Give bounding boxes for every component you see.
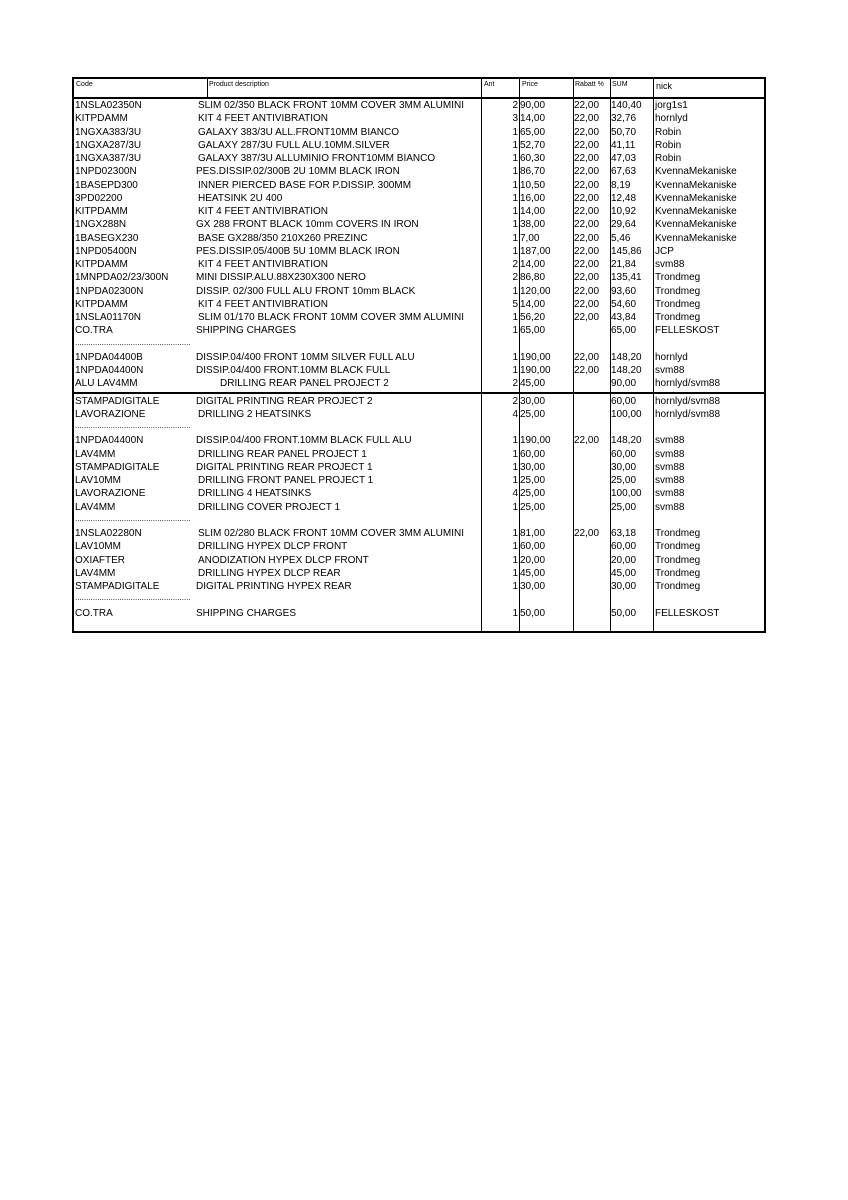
cell-description: PES.DISSIP.02/300B 2U 10MM BLACK IRON xyxy=(196,166,400,178)
cell-price: 56,20 xyxy=(520,312,546,323)
table-row xyxy=(74,554,764,567)
table-row xyxy=(74,448,764,461)
table-row xyxy=(74,501,764,514)
table-row xyxy=(74,540,764,553)
cell-sum: 30,00 xyxy=(611,461,637,473)
cell-description: HEATSINK 2U 400 xyxy=(198,192,283,204)
cell-code: 1NPDA04400N xyxy=(75,365,144,376)
cell-description: SHIPPING CHARGES xyxy=(196,607,297,619)
cell-description: ANODIZATION HYPEX DLCP FRONT xyxy=(198,554,369,566)
cell-code: 1NSLA01170N xyxy=(75,312,141,323)
cell-nick: Robin xyxy=(655,126,682,138)
cell-rabatt: 22,00 xyxy=(574,245,600,257)
cell-price: 30,00 xyxy=(520,395,546,407)
table-row xyxy=(74,607,764,620)
cell-nick: KvennaMekaniske xyxy=(655,206,737,217)
cell-nick: KvennaMekaniske xyxy=(655,232,737,244)
cell-code: STAMPADIGITALE xyxy=(75,461,160,473)
cell-description: SLIM 02/350 BLACK FRONT 10MM COVER 3MM ALUMINI xyxy=(198,100,465,111)
cell-price: 60,00 xyxy=(520,448,546,460)
cell-description: DRILLING REAR PANEL PROJECT 1 xyxy=(198,448,367,460)
cell-ant: 2 xyxy=(512,272,518,284)
cell-nick: Trondmeg xyxy=(655,298,701,310)
table-row xyxy=(74,112,764,125)
cell-code: KITPDAMM xyxy=(75,113,128,125)
cell-nick: KvennaMekaniske xyxy=(655,219,737,231)
cell-price: 25,00 xyxy=(520,408,546,420)
cell-ant: 1 xyxy=(512,554,518,566)
cell-sum: 29,64 xyxy=(611,219,637,231)
cell-ant: 1 xyxy=(512,501,518,513)
cell-sum: 20,00 xyxy=(611,554,637,566)
cell-code: 1NPDA04400N xyxy=(75,435,144,447)
cell-nick: hornlyd xyxy=(655,351,688,363)
cell-nick: svm88 xyxy=(655,435,685,447)
cell-sum: 148,20 xyxy=(611,435,642,447)
cell-price: 14,00 xyxy=(520,298,546,310)
table-row xyxy=(74,205,764,218)
cell-price: 52,70 xyxy=(520,139,546,151)
cell-ant: 1 xyxy=(512,325,518,337)
cell-nick: Trondmeg xyxy=(655,581,701,592)
table-row xyxy=(74,311,764,324)
cell-ant: 1 xyxy=(512,461,518,473)
cell-description: MINI DISSIP.ALU.88X230X300 NERO xyxy=(196,272,366,284)
cell-description: DIGITAL PRINTING REAR PROJECT 1 xyxy=(196,461,373,473)
cell-nick: hornlyd/svm88 xyxy=(655,378,721,390)
cell-price: 10,50 xyxy=(520,179,546,191)
cell-description: GALAXY 287/3U FULL ALU.10MM.SILVER xyxy=(198,139,390,151)
dotted-separator: .................................................... xyxy=(75,421,191,430)
cell-code: ALU LAV4MM xyxy=(75,378,138,390)
cell-code: 3PD02200 xyxy=(75,192,123,204)
cell-description: KIT 4 FEET ANTIVIBRATION xyxy=(198,206,329,217)
cell-code: 1BASEGX230 xyxy=(75,232,139,244)
cell-sum: 47,03 xyxy=(611,153,637,164)
cell-sum: 50,70 xyxy=(611,126,637,138)
cell-rabatt: 22,00 xyxy=(574,365,600,376)
cell-rabatt: 22,00 xyxy=(574,153,600,164)
cell-rabatt: 22,00 xyxy=(574,126,600,138)
cell-ant: 1 xyxy=(512,179,518,191)
cell-description: SLIM 02/280 BLACK FRONT 10MM COVER 3MM ALUMINI xyxy=(198,528,465,539)
table-row xyxy=(74,324,764,337)
cell-nick: Trondmeg xyxy=(655,272,701,284)
cell-price: 14,00 xyxy=(520,259,546,270)
cell-code: LAV10MM xyxy=(75,475,121,486)
cell-price: 20,00 xyxy=(520,554,546,566)
cell-price: 120,00 xyxy=(520,285,551,297)
cell-code: LAV4MM xyxy=(75,448,116,460)
cell-nick: FELLESKOST xyxy=(655,607,720,619)
table-row xyxy=(74,298,764,311)
section-divider xyxy=(74,392,764,394)
cell-code: 1NPDA02300N xyxy=(75,285,144,297)
header-ant: Ant xyxy=(484,81,495,88)
cell-ant: 1 xyxy=(512,312,518,323)
cell-sum: 12,48 xyxy=(611,192,637,204)
header-description: Product description xyxy=(209,81,269,88)
cell-description: KIT 4 FEET ANTIVIBRATION xyxy=(198,113,329,125)
cell-nick: svm88 xyxy=(655,448,685,460)
dotted-separator: .................................................... xyxy=(75,337,191,347)
cell-price: 38,00 xyxy=(520,219,546,231)
cell-rabatt: 22,00 xyxy=(574,139,600,151)
cell-ant: 1 xyxy=(512,153,518,164)
cell-code: CO.TRA xyxy=(75,325,113,337)
cell-sum: 60,00 xyxy=(611,395,637,407)
table-row xyxy=(74,139,764,152)
cell-sum: 43,84 xyxy=(611,312,637,323)
cell-nick: svm88 xyxy=(655,461,685,473)
table-row xyxy=(74,408,764,421)
cell-ant: 3 xyxy=(512,113,518,125)
cell-rabatt: 22,00 xyxy=(574,166,600,178)
cell-sum: 100,00 xyxy=(611,408,642,420)
cell-code: 1NSLA02280N xyxy=(75,528,142,539)
cell-description: DRILLING HYPEX DLCP REAR xyxy=(198,567,341,579)
cell-price: 30,00 xyxy=(520,581,546,592)
cell-nick: hornlyd xyxy=(655,113,688,125)
cell-description: INNER PIERCED BASE FOR P.DISSIP. 300MM xyxy=(198,179,412,191)
table-row xyxy=(74,258,764,271)
table-row xyxy=(74,126,764,139)
table-row xyxy=(74,434,764,447)
cell-ant: 1 xyxy=(512,232,518,244)
cell-sum: 25,00 xyxy=(611,501,637,513)
cell-price: 65,00 xyxy=(520,126,546,138)
cell-ant: 1 xyxy=(512,245,518,257)
cell-price: 81,00 xyxy=(520,528,546,539)
cell-rabatt: 22,00 xyxy=(574,351,600,363)
cell-nick: svm88 xyxy=(655,501,685,513)
cell-rabatt: 22,00 xyxy=(574,232,600,244)
cell-sum: 148,20 xyxy=(611,351,642,363)
cell-ant: 2 xyxy=(512,395,518,407)
cell-sum: 145,86 xyxy=(611,245,642,257)
cell-sum: 140,40 xyxy=(611,100,642,111)
cell-nick: Trondmeg xyxy=(655,285,701,297)
cell-description: KIT 4 FEET ANTIVIBRATION xyxy=(198,259,329,270)
cell-price: 65,00 xyxy=(520,325,546,337)
cell-sum: 63,18 xyxy=(611,528,637,539)
header-rabatt: Rabatt % xyxy=(575,81,604,88)
cell-nick: svm88 xyxy=(655,488,685,500)
table-row xyxy=(74,285,764,298)
cell-code: OXIAFTER xyxy=(75,554,126,566)
table-row xyxy=(74,152,764,165)
header-nick: nick xyxy=(656,81,673,91)
cell-rabatt: 22,00 xyxy=(574,206,600,217)
header-code: Code xyxy=(76,81,93,88)
cell-sum: 25,00 xyxy=(611,475,637,486)
cell-ant: 1 xyxy=(512,475,518,486)
cell-sum: 148,20 xyxy=(611,365,642,376)
cell-rabatt: 22,00 xyxy=(574,435,600,447)
table-row xyxy=(74,245,764,258)
cell-rabatt: 22,00 xyxy=(574,312,600,323)
table-row xyxy=(74,395,764,408)
dotted-separator: .................................................... xyxy=(75,593,191,603)
cell-description: DISSIP. 02/300 FULL ALU FRONT 10mm BLACK xyxy=(196,285,416,297)
cell-description: DRILLING HYPEX DLCP FRONT xyxy=(198,541,348,553)
cell-description: GALAXY 387/3U ALLUMINIO FRONT10MM BIANCO xyxy=(198,153,436,164)
table-row xyxy=(74,99,764,112)
cell-code: 1NGXA387/3U xyxy=(75,153,142,164)
cell-sum: 10,92 xyxy=(611,206,637,217)
table-row xyxy=(74,567,764,580)
cell-description: BASE GX288/350 210X260 PREZINC xyxy=(198,232,368,244)
cell-ant: 1 xyxy=(512,192,518,204)
cell-sum: 54,60 xyxy=(611,298,637,310)
cell-nick: Trondmeg xyxy=(655,528,701,539)
cell-code: 1NSLA02350N xyxy=(75,100,142,111)
cell-code: 1NGXA287/3U xyxy=(75,139,142,151)
cell-ant: 1 xyxy=(512,219,518,231)
cell-sum: 41,11 xyxy=(611,139,636,151)
cell-description: GALAXY 383/3U ALL.FRONT10MM BIANCO xyxy=(198,126,400,138)
cell-ant: 4 xyxy=(512,488,518,500)
cell-description: DRILLING COVER PROJECT 1 xyxy=(198,501,341,513)
cell-description: DRILLING REAR PANEL PROJECT 2 xyxy=(220,378,389,390)
cell-ant: 4 xyxy=(512,408,518,420)
cell-code: 1NPD05400N xyxy=(75,245,137,257)
cell-code: 1NGXA383/3U xyxy=(75,126,142,138)
cell-price: 60,30 xyxy=(520,153,546,164)
cell-nick: JCP xyxy=(655,245,674,257)
cell-code: LAVORAZIONE xyxy=(75,488,146,500)
cell-price: 190,00 xyxy=(520,365,551,376)
cell-ant: 2 xyxy=(512,100,518,111)
cell-description: DIGITAL PRINTING REAR PROJECT 2 xyxy=(196,395,373,407)
cell-nick: svm88 xyxy=(655,475,685,486)
table-row xyxy=(74,192,764,205)
cell-ant: 1 xyxy=(512,567,518,579)
cell-ant: 1 xyxy=(512,166,518,178)
cell-sum: 67,63 xyxy=(611,166,637,178)
cell-description: KIT 4 FEET ANTIVIBRATION xyxy=(198,298,329,310)
cell-code: KITPDAMM xyxy=(75,259,128,270)
cell-sum: 5,46 xyxy=(611,232,631,244)
cell-sum: 21,84 xyxy=(611,259,637,270)
cell-nick: hornlyd/svm88 xyxy=(655,408,721,420)
cell-sum: 50,00 xyxy=(611,607,637,619)
cell-nick: KvennaMekaniske xyxy=(655,166,737,178)
cell-code: LAV10MM xyxy=(75,541,121,553)
cell-nick: hornlyd/svm88 xyxy=(655,395,721,407)
cell-description: DRILLING 4 HEATSINKS xyxy=(198,488,312,500)
cell-rabatt: 22,00 xyxy=(574,528,600,539)
header-price: Price xyxy=(522,81,538,88)
cell-code: 1NPDA04400B xyxy=(75,351,143,363)
cell-code: KITPDAMM xyxy=(75,298,128,310)
column-divider xyxy=(207,79,208,99)
cell-price: 50,00 xyxy=(520,607,546,619)
cell-nick: KvennaMekaniske xyxy=(655,192,737,204)
cell-rabatt: 22,00 xyxy=(574,100,600,111)
cell-description: SLIM 01/170 BLACK FRONT 10MM COVER 3MM ALUMINI xyxy=(198,312,465,323)
cell-ant: 1 xyxy=(512,365,518,376)
table-row xyxy=(74,218,764,231)
table-row xyxy=(74,580,764,593)
cell-description: GX 288 FRONT BLACK 10mm COVERS IN IRON xyxy=(196,219,419,231)
cell-description: DIGITAL PRINTING HYPEX REAR xyxy=(196,581,352,592)
dotted-separator: .................................................... xyxy=(75,513,191,523)
cell-ant: 1 xyxy=(512,351,518,363)
cell-description: PES.DISSIP.05/400B 5U 10MM BLACK IRON xyxy=(196,245,400,257)
cell-code: 1NGX288N xyxy=(75,219,127,231)
cell-ant: 1 xyxy=(512,126,518,138)
cell-code: KITPDAMM xyxy=(75,206,128,217)
cell-ant: 5 xyxy=(512,298,518,310)
cell-ant: 1 xyxy=(512,528,518,539)
cell-price: 190,00 xyxy=(520,351,551,363)
cell-sum: 135,41 xyxy=(611,272,642,284)
cell-rabatt: 22,00 xyxy=(574,113,600,125)
cell-sum: 60,00 xyxy=(611,541,637,553)
cell-nick: Robin xyxy=(655,153,682,164)
cell-nick: svm88 xyxy=(655,365,685,376)
cell-rabatt: 22,00 xyxy=(574,259,600,270)
cell-price: 16,00 xyxy=(520,192,546,204)
cell-nick: Trondmeg xyxy=(655,554,701,566)
cell-price: 187,00 xyxy=(520,245,551,257)
cell-rabatt: 22,00 xyxy=(574,285,600,297)
cell-price: 45,00 xyxy=(520,378,546,390)
table-row xyxy=(74,461,764,474)
cell-rabatt: 22,00 xyxy=(574,192,600,204)
cell-price: 86,70 xyxy=(520,166,546,178)
cell-description: DRILLING FRONT PANEL PROJECT 1 xyxy=(198,475,374,486)
cell-rabatt: 22,00 xyxy=(574,179,600,191)
cell-ant: 1 xyxy=(512,435,518,447)
cell-price: 14,00 xyxy=(520,113,546,125)
cell-nick: Trondmeg xyxy=(655,541,701,553)
cell-code: LAVORAZIONE xyxy=(75,408,146,420)
cell-sum: 93,60 xyxy=(611,285,637,297)
cell-ant: 1 xyxy=(512,139,518,151)
table-row xyxy=(74,487,764,500)
cell-price: 90,00 xyxy=(520,100,546,111)
cell-sum: 8,19 xyxy=(611,179,631,191)
table-row xyxy=(74,351,764,364)
table-row xyxy=(74,165,764,178)
table-row xyxy=(74,527,764,540)
cell-description: DISSIP.04/400 FRONT.10MM BLACK FULL xyxy=(196,365,391,376)
cell-code: LAV4MM xyxy=(75,567,116,579)
cell-rabatt: 22,00 xyxy=(574,219,600,231)
cell-description: DISSIP.04/400 FRONT 10MM SILVER FULL ALU xyxy=(196,351,415,363)
cell-price: 25,00 xyxy=(520,488,546,500)
cell-price: 25,00 xyxy=(520,501,546,513)
header-sum: SUM xyxy=(612,81,628,88)
cell-sum: 90,00 xyxy=(611,378,637,390)
cell-rabatt: 22,00 xyxy=(574,298,600,310)
table-row xyxy=(74,474,764,487)
cell-ant: 2 xyxy=(512,378,518,390)
cell-sum: 100,00 xyxy=(611,488,642,500)
cell-sum: 32,76 xyxy=(611,113,637,125)
cell-price: 7,00 xyxy=(520,232,540,244)
table-row xyxy=(74,364,764,377)
cell-code: STAMPADIGITALE xyxy=(75,395,160,407)
cell-code: 1MNPDA02/23/300N xyxy=(75,272,169,284)
cell-ant: 1 xyxy=(512,206,518,217)
cell-code: 1NPD02300N xyxy=(75,166,137,178)
cell-nick: Trondmeg xyxy=(655,567,701,579)
cell-code: CO.TRA xyxy=(75,607,113,619)
cell-ant: 1 xyxy=(512,541,518,553)
table-row xyxy=(74,271,764,284)
cell-description: DRILLING 2 HEATSINKS xyxy=(198,408,312,420)
cell-ant: 1 xyxy=(512,581,518,592)
cell-ant: 1 xyxy=(512,448,518,460)
cell-sum: 45,00 xyxy=(611,567,637,579)
cell-code: 1BASEPD300 xyxy=(75,179,138,191)
cell-ant: 1 xyxy=(512,607,518,619)
cell-code: STAMPADIGITALE xyxy=(75,581,160,592)
cell-price: 25,00 xyxy=(520,475,546,486)
cell-nick: Trondmeg xyxy=(655,312,701,323)
table-row xyxy=(74,179,764,192)
cell-ant: 1 xyxy=(512,285,518,297)
cell-sum: 30,00 xyxy=(611,581,637,592)
cell-nick: Robin xyxy=(655,139,682,151)
cell-price: 190,00 xyxy=(520,435,551,447)
order-table xyxy=(72,77,766,633)
cell-sum: 65,00 xyxy=(611,325,637,337)
cell-price: 60,00 xyxy=(520,541,546,553)
table-row xyxy=(74,377,764,390)
cell-ant: 2 xyxy=(512,259,518,270)
cell-nick: FELLESKOST xyxy=(655,325,720,337)
cell-price: 86,80 xyxy=(520,272,546,284)
cell-nick: svm88 xyxy=(655,259,685,270)
cell-description: SHIPPING CHARGES xyxy=(196,325,297,337)
cell-price: 30,00 xyxy=(520,461,546,473)
cell-price: 45,00 xyxy=(520,567,546,579)
cell-nick: jorg1s1 xyxy=(655,100,688,111)
cell-description: DISSIP.04/400 FRONT.10MM BLACK FULL ALU xyxy=(196,435,412,447)
cell-nick: KvennaMekaniske xyxy=(655,179,737,191)
cell-price: 14,00 xyxy=(520,206,546,217)
cell-rabatt: 22,00 xyxy=(574,272,600,284)
table-row xyxy=(74,232,764,245)
cell-code: LAV4MM xyxy=(75,501,116,513)
cell-sum: 60,00 xyxy=(611,448,637,460)
